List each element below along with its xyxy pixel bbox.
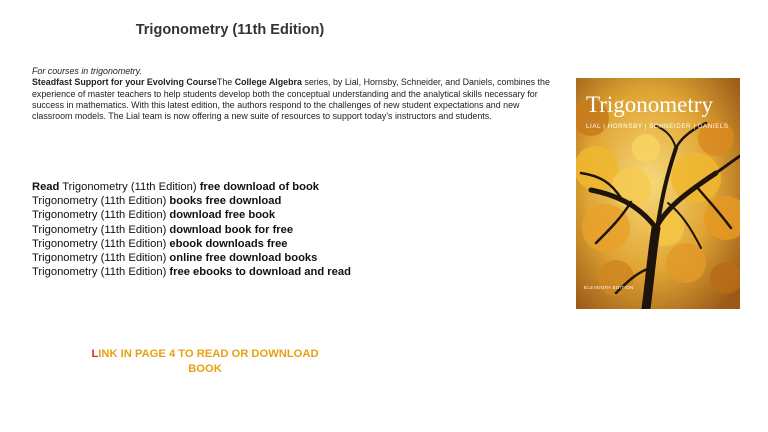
link-suffix: download book for free bbox=[169, 223, 294, 236]
link-book-name: Trigonometry (11th Edition) bbox=[32, 237, 170, 250]
description-text-2: series, by Lial, Hornsby, Schneider, and Daniels, combines the experience of master teachers to help students develop both the conceptual understanding and the analytical skills necessary for success in mathematics. With this latest edition, the authors respond to the challenges of new student expectations and new classroom models. The Lial team is now offering a new suite of resources to support today's instructors and students. bbox=[32, 77, 550, 122]
link-prefix: Read bbox=[32, 181, 60, 193]
download-link[interactable] bbox=[32, 208, 552, 222]
download-link[interactable] bbox=[32, 223, 552, 237]
book-description bbox=[32, 66, 550, 122]
link-suffix: free ebooks to download and read bbox=[169, 266, 351, 279]
link-book-name: Trigonometry (11th Edition) bbox=[59, 181, 200, 193]
cover-edition: ELEVENTH EDITION bbox=[584, 285, 634, 290]
download-link[interactable] bbox=[32, 237, 552, 251]
download-link[interactable] bbox=[32, 180, 552, 194]
download-cta-link[interactable] bbox=[40, 347, 370, 377]
link-book-name: Trigonometry (11th Edition) bbox=[32, 266, 170, 279]
cover-title: Trigonometry bbox=[586, 92, 713, 117]
cta-line-2: BOOK bbox=[188, 363, 222, 375]
description-text-1: The bbox=[216, 77, 235, 88]
link-suffix: books free download bbox=[169, 195, 282, 208]
download-link[interactable] bbox=[32, 265, 552, 279]
download-link[interactable] bbox=[32, 194, 552, 208]
description-subtitle: For courses in trigonometry. bbox=[32, 66, 142, 76]
cover-art bbox=[576, 78, 740, 309]
download-link[interactable] bbox=[32, 251, 552, 265]
cta-line-1: INK IN PAGE 4 TO READ OR DOWNLOAD bbox=[98, 348, 319, 360]
link-suffix: download free book bbox=[169, 209, 276, 222]
download-links bbox=[32, 180, 552, 279]
link-suffix: ebook downloads free bbox=[169, 237, 288, 250]
description-lead: Steadfast Support for your Evolving Course bbox=[32, 77, 217, 88]
link-suffix: online free download books bbox=[169, 252, 318, 265]
link-suffix: free download of book bbox=[199, 181, 320, 193]
cta-first-letter: L bbox=[91, 348, 99, 360]
link-book-name: Trigonometry (11th Edition) bbox=[32, 223, 170, 236]
book-cover-image bbox=[576, 78, 740, 309]
link-book-name: Trigonometry (11th Edition) bbox=[32, 195, 170, 208]
cover-authors: LIAL | HORNSBY | SCHNEIDER | DANIELS bbox=[586, 123, 729, 130]
link-book-name: Trigonometry (11th Edition) bbox=[32, 209, 170, 222]
page-title: Trigonometry (11th Edition) bbox=[135, 22, 325, 38]
description-series: College Algebra bbox=[234, 77, 302, 88]
link-book-name: Trigonometry (11th Edition) bbox=[32, 252, 170, 265]
